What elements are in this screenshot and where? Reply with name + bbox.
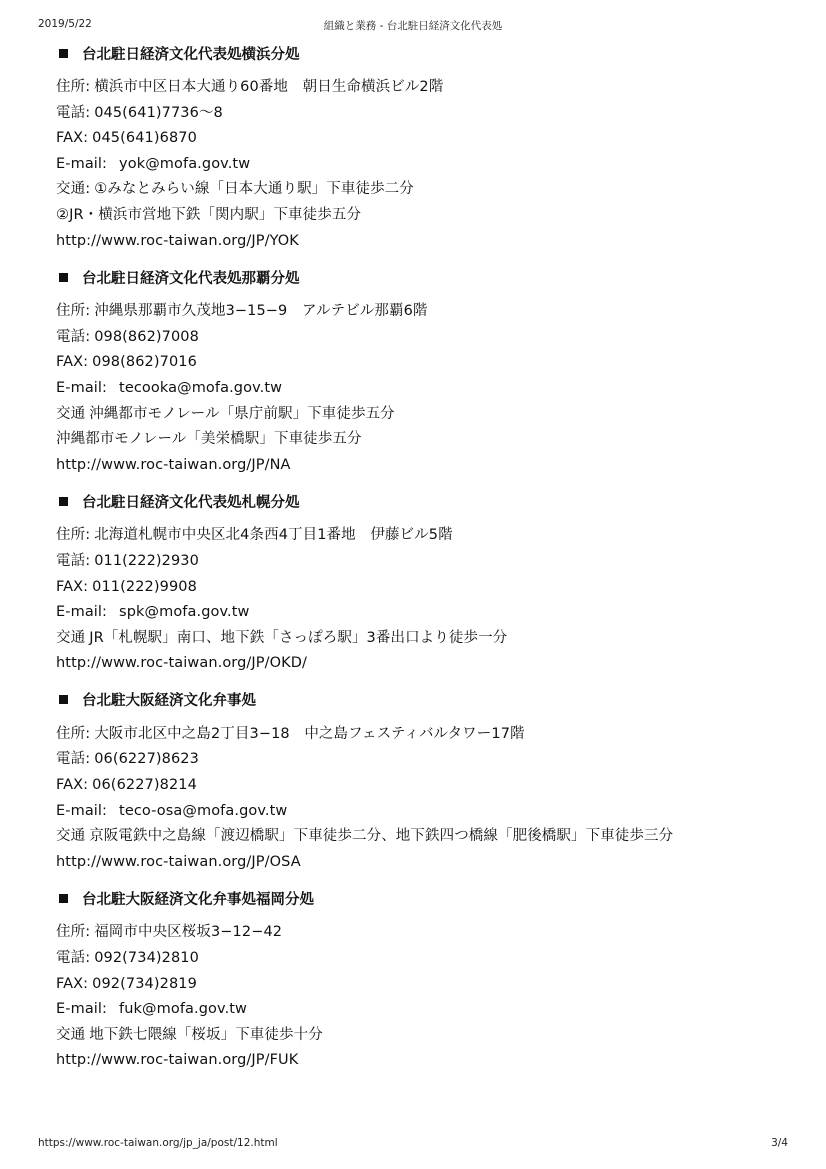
section-title: 台北駐大阪経済文化弁事処福岡分処 [82,891,314,908]
address-line: 住所: 沖縄県那覇市久茂地3−15−9 アルテビル那覇6階 [56,303,428,320]
phone-line: 電話: 098(862)7008 [56,328,199,345]
document-content [56,40,786,1084]
email-link[interactable]: tecooka@mofa.gov.tw [119,379,283,396]
print-header [0,12,826,32]
phone-line: 電話: 06(6227)8623 [56,751,199,768]
section-heading [56,885,786,911]
section-title: 台北駐日経済文化代表処横浜分処 [82,46,300,63]
address-line: 住所: 横浜市中区日本大通り60番地 朝日生命横浜ビル2階 [56,79,444,95]
email-line: E-mail: fuk@mofa.gov.tw [56,1001,248,1018]
office-section-fukuoka [56,885,786,1074]
transit-line: ②JR・横浜市営地下鉄「関内駅」下車徒歩五分 [56,206,362,223]
website-link[interactable]: http://www.roc-taiwan.org/JP/OSA [56,853,301,870]
square-bullet-icon [59,497,68,506]
fax-line: FAX: 011(222)9908 [56,578,197,595]
office-section-yokohama [56,40,786,254]
section-heading [56,40,786,66]
email-line: E-mail: tecooka@mofa.gov.tw [56,379,283,396]
square-bullet-icon [59,49,68,58]
phone-line: 電話: 045(641)7736〜8 [56,104,223,121]
transit-line: 交通 京阪電鉄中之島線「渡辺橋駅」下車徒歩二分、地下鉄四つ橋線「肥後橋駅」下車徒歩三分 [56,828,674,845]
office-section-osaka [56,687,786,876]
section-title: 台北駐大阪経済文化弁事処 [82,693,256,710]
section-heading [56,687,786,713]
office-section-naha [56,264,786,478]
transit-line: 交通: ①みなとみらい線「日本大通り駅」下車徒歩二分 [56,181,414,198]
section-heading [56,488,786,514]
phone-line: 電話: 011(222)2930 [56,552,199,569]
email-link[interactable]: spk@mofa.gov.tw [119,604,250,621]
print-page-title: 組織と業務 - 台北駐日経済文化代表処 [323,20,503,32]
email-line: E-mail: yok@mofa.gov.tw [56,155,251,172]
print-date: 2019/5/22 [38,18,92,30]
email-line: E-mail: teco-osa@mofa.gov.tw [56,802,288,819]
section-title: 台北駐日経済文化代表処札幌分処 [82,494,300,511]
section-heading [56,264,786,290]
phone-line: 電話: 092(734)2810 [56,950,199,967]
address-line: 住所: 福岡市中央区桜坂3−12−42 [56,924,283,941]
address-line: 住所: 大阪市北区中之島2丁目3−18 中之島フェスティバルタワー17階 [56,725,525,742]
transit-line: 交通 沖縄都市モノレール「県庁前駅」下車徒歩五分 [56,405,395,422]
email-link[interactable]: fuk@mofa.gov.tw [119,1001,248,1018]
square-bullet-icon [59,695,68,704]
transit-line: 交通 地下鉄七隈線「桜坂」下車徒歩十分 [56,1026,323,1043]
email-link[interactable]: yok@mofa.gov.tw [119,155,251,172]
section-title: 台北駐日経済文化代表処那覇分処 [82,270,300,287]
fax-line: FAX: 098(862)7016 [56,354,197,371]
square-bullet-icon [59,894,68,903]
website-link[interactable]: http://www.roc-taiwan.org/JP/YOK [56,232,299,249]
website-link[interactable]: http://www.roc-taiwan.org/JP/OKD/ [56,655,307,672]
email-line: E-mail: spk@mofa.gov.tw [56,604,250,621]
fax-line: FAX: 092(734)2819 [56,975,197,992]
email-link[interactable]: teco-osa@mofa.gov.tw [119,802,288,819]
print-footer [0,1137,826,1153]
page-number: 3/4 [771,1137,788,1149]
transit-line: 沖縄都市モノレール「美栄橋駅」下車徒歩五分 [56,431,362,448]
address-line: 住所: 北海道札幌市中央区北4条西4丁目1番地 伊藤ビル5階 [56,527,453,544]
fax-line: FAX: 045(641)6870 [56,130,197,147]
square-bullet-icon [59,273,68,282]
office-section-sapporo [56,488,786,677]
website-link[interactable]: http://www.roc-taiwan.org/JP/NA [56,456,291,473]
fax-line: FAX: 06(6227)8214 [56,777,197,794]
print-url: https://www.roc-taiwan.org/jp_ja/post/12.html [38,1137,278,1149]
website-link[interactable]: http://www.roc-taiwan.org/JP/FUK [56,1052,299,1069]
transit-line: 交通 JR「札幌駅」南口、地下鉄「さっぽろ駅」3番出口より徒歩一分 [56,629,508,646]
